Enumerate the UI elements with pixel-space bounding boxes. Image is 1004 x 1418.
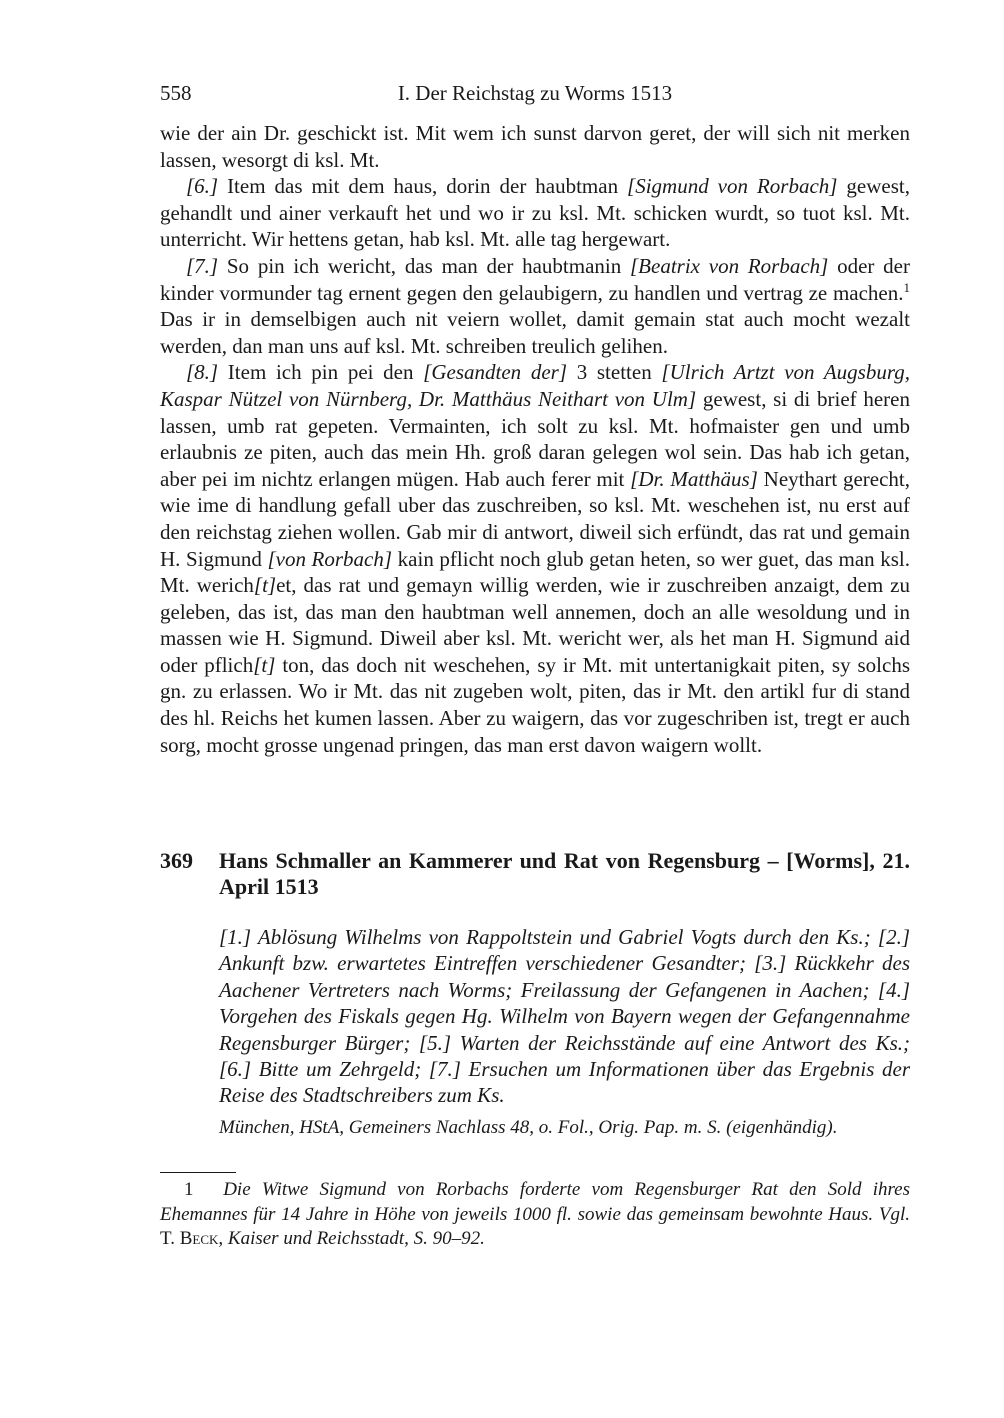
footnote-reference[interactable]: 1 [903,279,910,295]
footnote-divider [160,1172,236,1173]
document-number: 369 [160,848,193,873]
editorial-insertion: [Sigmund von Rorbach] [627,174,838,199]
paragraph-8: [8.] Item ich pin pei den [Gesandten der] 3 stetten [Ulrich Artzt von Augsburg, Kaspar Nützel von Nürnberg, Dr. Matthäus Neithart von Ulm] gewest, si di brief heren lassen, umb rat gepeten. Vermainten, ich solt zu ksl. Mt. hofmaister gen und umb erlaubnis ze piten, auch das mein Hh. groß daran gelegen wol sein. Das hab ich getan, aber pei im nichtz erlangen mügen. Hab auch ferer mit [Dr. Matthäus] Neythart gerecht, wie ime di handlung gefall uber das zuschreiben, so ksl. Mt. weschehen ist, nu erst auf den reichstag ziehen wollen. Gab mir di antwort, diweil sich erfündt, das rat und gemain H. Sigmund [von Rorbach] kain pflicht noch glub getan heten, so wer guet, das man ksl. Mt. werich[t]et, das rat und gemayn willig werden, wie ir zuschreiben anzaigt, dem zu geleben, das ist, das man den haubtman well annemen, doch an alle wesoldung und in massen wie H. Sigmund. Diweil aber ksl. Mt. wericht wer, als het man H. Sigmund aid oder pflich[t] ton, das doch nit weschehen, sy ir Mt. mit untertanigkait piten, sy solchs gn. zu erlassen. Wo ir Mt. das nit zugeben wolt, piten, das ir Mt. den artikl fur di stand des hl. Reichs het kumen lassen. Aber zu waigern, das vor zugeschriben ist, tregt er auch sorg, mocht grosse ungenad pringen, das man erst davon waigern wollt. [160,360,911,757]
editorial-insertion: [Ulrich Artzt von Augsburg, Kaspar Nützel von Nürnberg, Dr. Matthäus Neithart von Ulm] [160,360,910,411]
paragraph-marker: [8.] [186,360,219,385]
footnote-marker: 1 [184,1179,194,1200]
editorial-insertion: [von Rorbach] [267,546,393,571]
footnote-author: Beck [179,1228,219,1249]
paragraph-6: [6.] Item das mit dem haus, dorin der haubtman [Sigmund von Rorbach] gewest, gehandlt und ainer verkauft het und wo ir zu ksl. Mt. schicken wurdt, so tuot ksl. Mt. unterricht. Wir hettens getan, hab ksl. Mt. alle tag hergewart. [160,174,910,252]
editorial-insertion: [Dr. Matthäus] [630,466,758,491]
main-text [160,120,910,758]
paragraph-marker: [6.] [186,174,219,199]
footnote: 1 Die Witwe Sigmund von Rorbachs forderte vom Regensburger Rat den Sold ihres Ehemannes für 14 Jahre in Höhe von jeweils 1000 fl. sowie das gemeinsam bewohnte Haus. Vgl. T. Beck, Kaiser und Reichsstadt, S. 90–92. [160,1179,910,1249]
paragraph-7: [7.] So pin ich wericht, das man der haubtmanin [Beatrix von Rorbach] oder der kinder vormunder tag ernent gegen den gelaubigern, zu handlen und vertrag ze machen.$^1$ Das ir in demselbigen auch nit veiern wollet, damit gemain stat auch mocht wezalt werden, dan man uns auf ksl. Mt. schreiben treulich gelihen. [160,253,910,358]
paragraph-marker: [7.] [186,253,219,278]
editorial-insertion: [t] [253,573,277,598]
document-title: Hans Schmaller an Kammerer und Rat von Regensburg – [Worms], 21. April 1513 [219,848,910,899]
paragraph-continuation: wie der ain Dr. geschickt ist. Mit wem ich sunst darvon geret, der will sich nit merken lassen, wesorgt di ksl. Mt. [160,121,910,172]
page-number: 558 [160,81,192,105]
document-source: München, HStA, Gemeiners Nachlass 48, o. Fol., Orig. Pap. m. S. (eigenhändig). [219,1117,838,1138]
footnote-work-title: Kaiser und Reichsstadt, S. 90–92. [227,1228,485,1249]
running-title: I. Der Reichstag zu Worms 1513 [397,81,673,105]
page-header [160,80,910,110]
document-regest: [1.] Ablösung Wilhelms von Rappoltstein und Gabriel Vogts durch den Ks.; [2.] Ankunft bzw. erwartetes Eintreffen verschiedener Gesandter; [3.] Rückkehr des Aachener Vertreters nach Worms; Freilassung der Gefangenen in Aachen; [4.] Vorgehen des Fiskals gegen Hg. Wilhelm von Bayern wegen der Gefangennahme Regensburger Bürger; [5.] Warten der Reichsstände auf eine Antwort des Ks.; [6.] Bitte um Zehrgeld; [7.] Ersuchen um Informationen über das Ergebnis der Reise des Stadtschreibers zum Ks. [219,925,910,1108]
editorial-insertion: [Gesandten der] [423,360,568,385]
editorial-insertion: [t] [253,652,276,677]
document-heading [160,848,910,900]
editorial-insertion: [Beatrix von Rorbach] [630,253,829,278]
